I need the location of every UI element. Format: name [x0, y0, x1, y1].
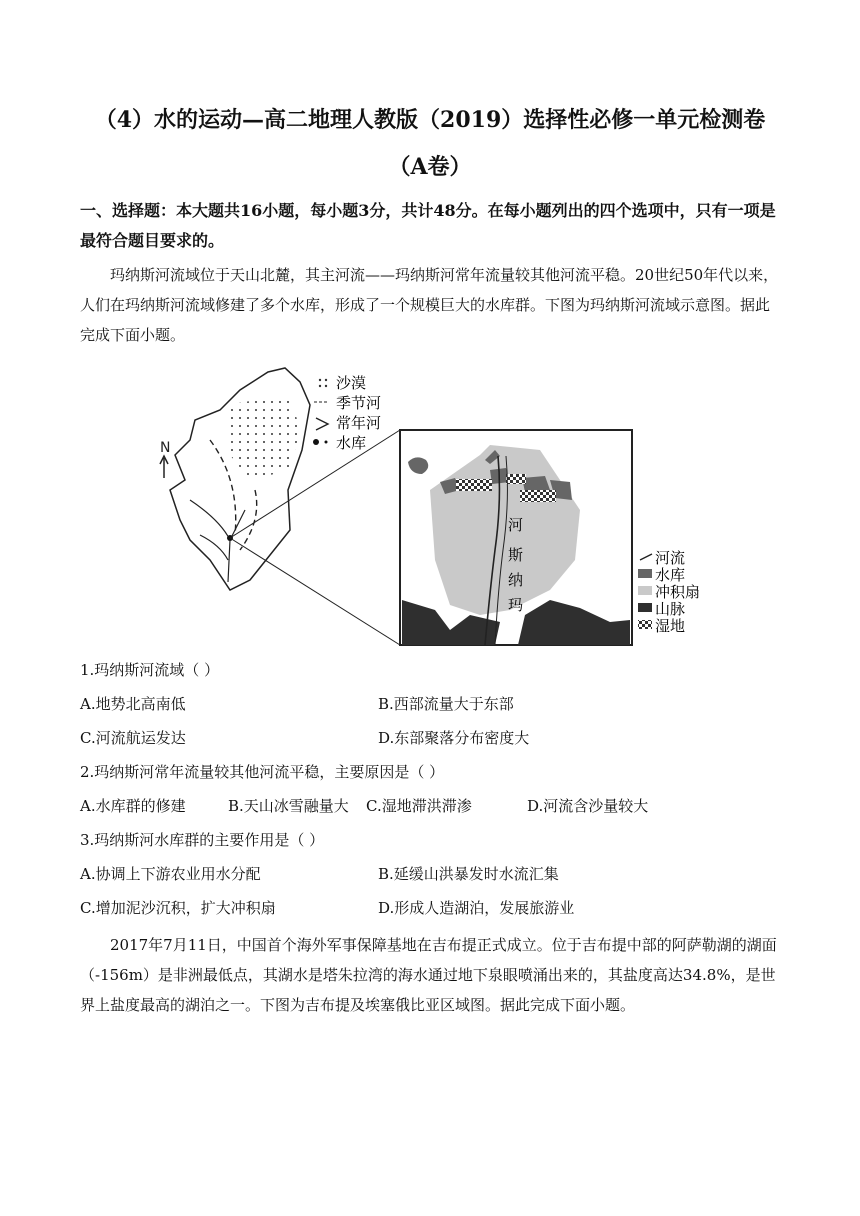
question-2-option-d[interactable]: D.河流含沙量较大 [527, 797, 649, 815]
seasonal-river [240, 490, 257, 550]
question-2-option-b[interactable]: B.天山冰雪融量大 [228, 797, 349, 815]
left-legend [313, 374, 381, 452]
svg-text:水库: 水库 [655, 566, 686, 584]
right-legend [638, 549, 700, 635]
question-2-option-a[interactable]: A.水库群的修建 [80, 797, 186, 815]
question-1-option-b[interactable]: B.西部流量大于东部 [378, 695, 514, 713]
svg-text:河: 河 [508, 516, 524, 534]
desert-area [225, 395, 300, 480]
svg-text:斯: 斯 [508, 546, 524, 564]
question-3-option-c[interactable]: C.增加泥沙沉积，扩大冲积扇 [80, 899, 276, 917]
wetland [520, 490, 556, 502]
svg-text:沙漠: 沙漠 [336, 374, 367, 392]
question-3-option-d[interactable]: D.形成人造湖泊，发展旅游业 [378, 899, 575, 917]
passage-djibouti: 2017年7月11日，中国首个海外军事保障基地在吉布提正式成立。位于吉布提中部的阿萨勒湖的湖面（-156m）是非洲最低点，其湖水是塔朱拉湾的海水通过地下泉眼喷涌出来的，其盐度高达34.8%，是世界上盐度最高的湖泊之一。下图为吉布提及埃塞俄比亚区域图。据此完成下面小题。 [80, 936, 777, 1014]
question-1-option-d[interactable]: D.东部聚落分布密度大 [378, 729, 530, 747]
north-label: N [160, 440, 171, 456]
reservoir [522, 476, 550, 492]
question-3-option-b[interactable]: B.延缓山洪暴发时水流汇集 [378, 865, 559, 883]
question-3-option-a[interactable]: A.协调上下游农业用水分配 [80, 865, 261, 883]
question-2-option-c[interactable]: C.湿地滞洪滞渗 [366, 797, 472, 815]
section-heading: 一、选择题：本大题共16小题，每小题3分，共计48分。在每小题列出的四个选项中，只有一项是最符合题目要求的。 [80, 201, 776, 250]
svg-text:常年河: 常年河 [336, 414, 382, 432]
svg-text:纳: 纳 [508, 571, 524, 589]
svg-text:河流: 河流 [655, 549, 686, 567]
svg-text:季节河: 季节河 [336, 394, 382, 412]
svg-text:山脉: 山脉 [655, 600, 686, 618]
svg-text:冲积扇: 冲积扇 [655, 583, 701, 601]
document-title: （4）水的运动—高二地理人教版（2019）选择性必修一单元检测卷 [94, 107, 766, 133]
perennial-river [200, 535, 228, 560]
passage-manas: 玛纳斯河流域位于天山北麓，其主河流——玛纳斯河常年流量较其他河流平稳。20世纪50年代以来，人们在玛纳斯河流域修建了多个水库，形成了一个规模巨大的水库群。下图为玛纳斯河流域示意图。据此完成下面小题。 [80, 266, 779, 344]
svg-text:水库: 水库 [336, 434, 367, 452]
svg-text:湿地: 湿地 [655, 617, 686, 635]
question-3-stem: 3.玛纳斯河水库群的主要作用是（ ） [80, 831, 325, 849]
question-1-stem: 1.玛纳斯河流域（ ） [80, 661, 220, 679]
manas-basin-map [150, 360, 730, 650]
perennial-river [230, 510, 245, 540]
svg-text:玛: 玛 [508, 596, 524, 614]
document-subtitle: （A卷） [388, 154, 472, 180]
wetland [456, 479, 492, 491]
question-1-option-a[interactable]: A.地势北高南低 [80, 695, 186, 713]
question-1-option-c[interactable]: C.河流航运发达 [80, 729, 186, 747]
wetland [506, 474, 526, 484]
question-2-stem: 2.玛纳斯河常年流量较其他河流平稳，主要原因是（ ） [80, 763, 445, 781]
